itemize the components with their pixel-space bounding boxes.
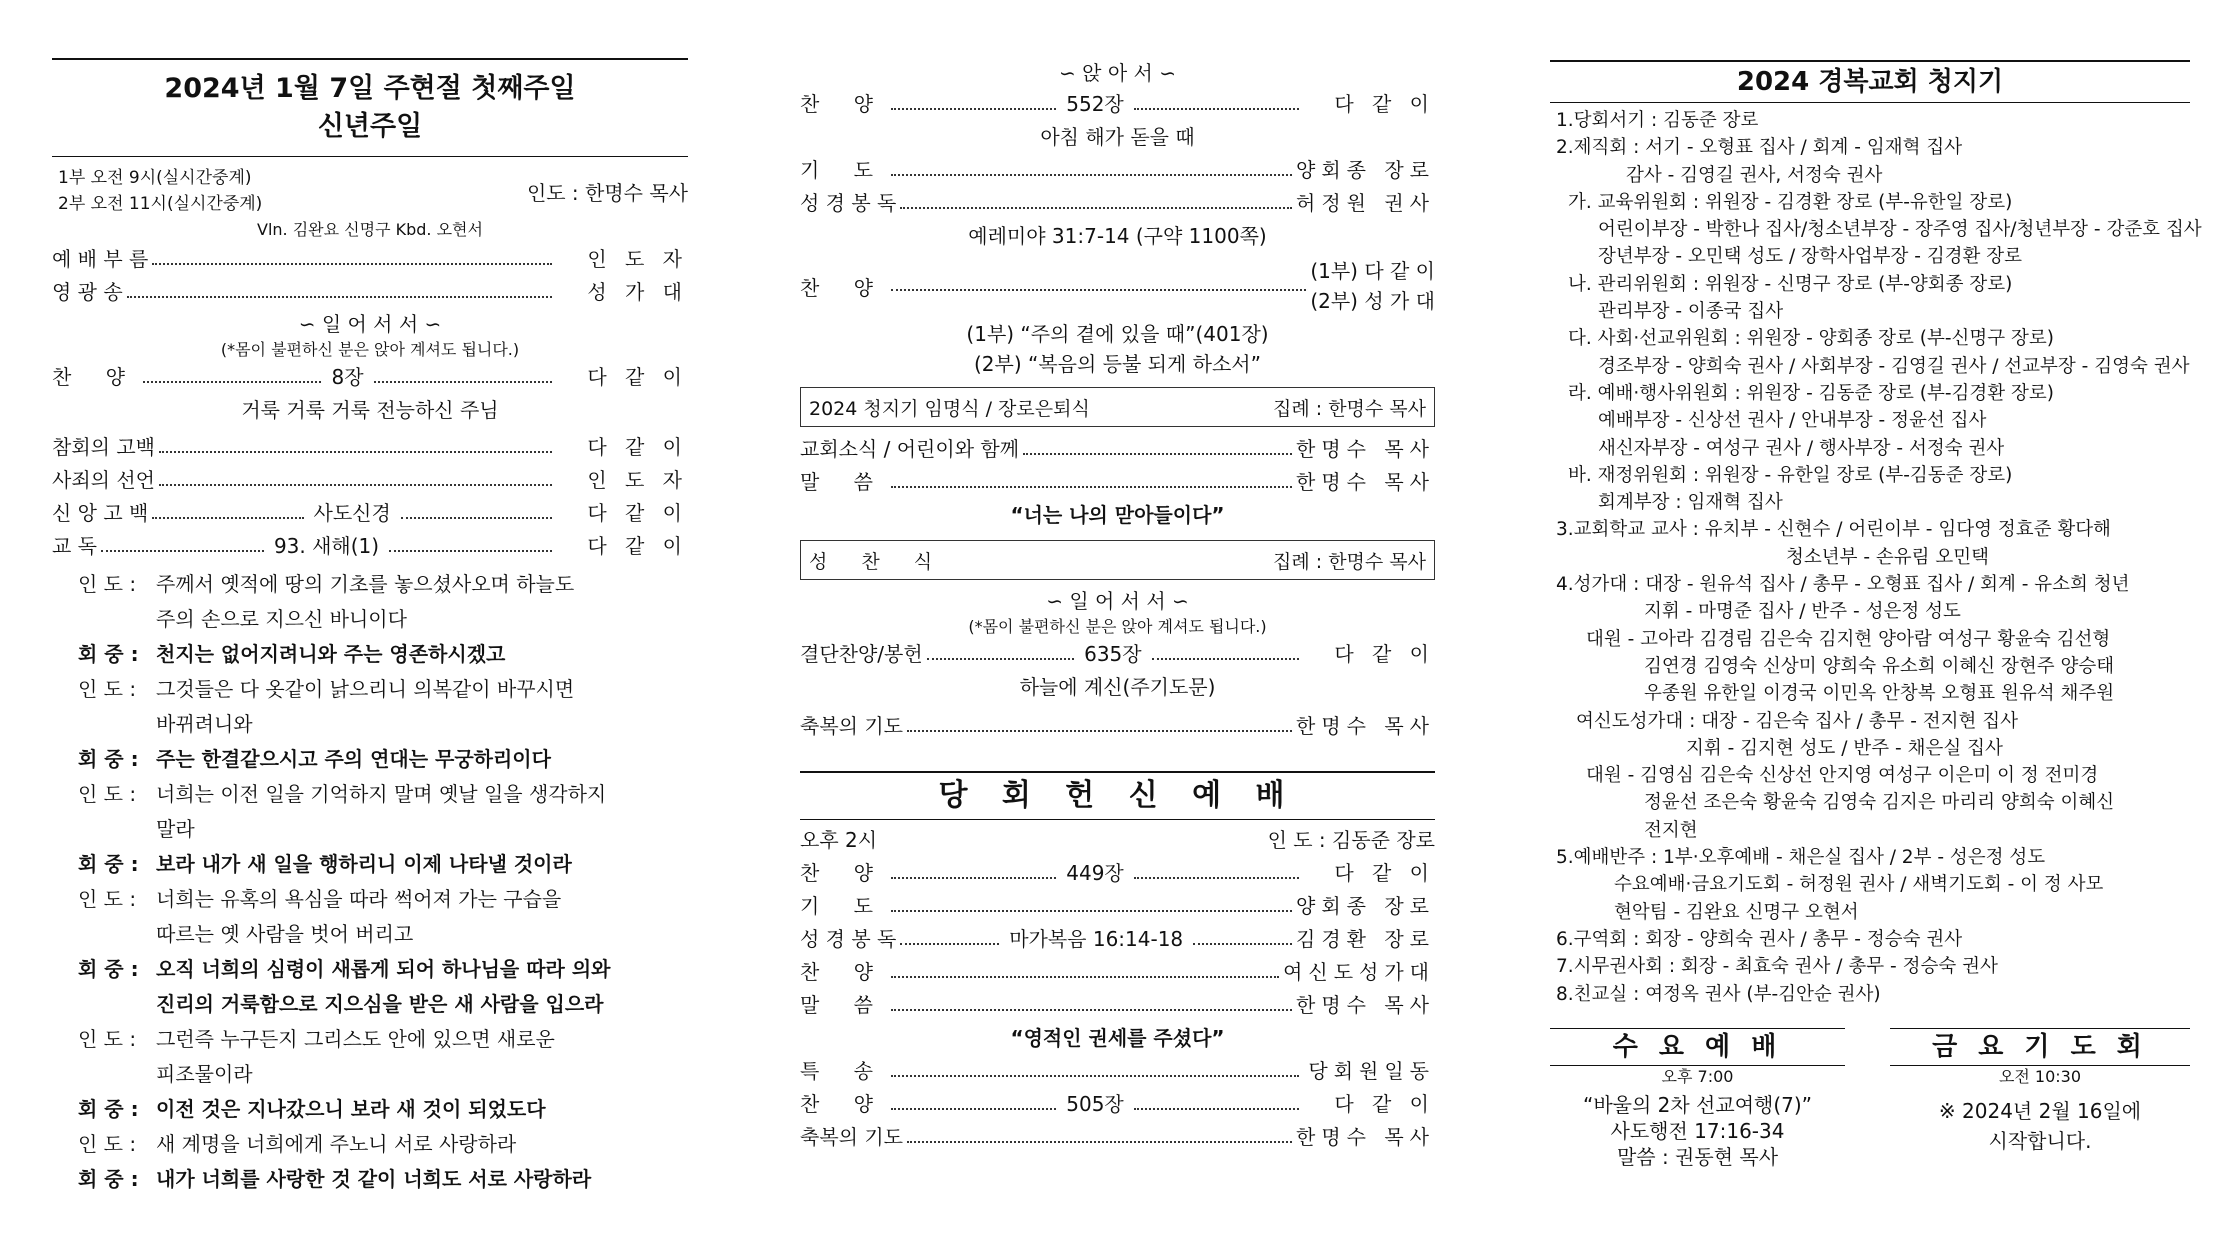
reader-label: 인 도 : — [78, 1132, 137, 1156]
stand-up-note: (*몸이 불편하신 분은 앉아 계셔도 됩니다.) — [220, 340, 520, 359]
evening-leader: 인 도 : 김동준 장로 — [1267, 828, 1435, 852]
item-label: 찬 양 — [800, 92, 887, 116]
steward-line: 김연경 김영숙 신상미 양희숙 유소희 이혜신 장현주 양승태 — [1644, 655, 2115, 677]
friday-prayer-box — [1890, 1028, 2190, 1156]
hymn2-title-1: (1부) “주의 곁에 있을 때”(401장) — [966, 321, 1269, 346]
evening-item-row — [800, 956, 1435, 989]
reader-label: 회 중 : — [78, 852, 139, 876]
reading-text: 내가 너희를 사랑한 것 같이 너희도 서로 사랑하라 — [156, 1167, 592, 1191]
reader-label: 회 중 : — [78, 642, 139, 666]
item-label: 참회의 고백 — [52, 435, 155, 459]
responsive-reading-line — [52, 1092, 688, 1127]
responsive-reading-line — [52, 602, 688, 637]
hymn2-row — [800, 253, 1435, 319]
steward-line: 라. 예배·행사위원회 : 위원장 - 김동준 장로 (부-김경환 장로) — [1568, 382, 2054, 404]
reading-text: 바뀌려니와 — [156, 712, 253, 736]
reader-label — [52, 987, 148, 1022]
item-role: 성 가 대 — [587, 280, 688, 304]
order-item-row — [52, 431, 688, 464]
offering-title: 하늘에 계신(주기도문) — [1019, 675, 1216, 699]
reading-text: 새 계명을 너희에게 주노니 서로 사랑하라 — [156, 1132, 517, 1156]
item-role: 한명수 목사 — [1296, 714, 1435, 738]
evening-time: 오후 2시 — [800, 828, 878, 852]
hymn1-row — [800, 88, 1435, 121]
item-label: 찬 양 — [800, 960, 887, 984]
responsive-reading-line — [52, 952, 688, 987]
responsive-reading-line — [52, 1022, 688, 1057]
installation-officiant: 집례 : 한명수 목사 — [1273, 397, 1426, 420]
reading-text: 너희는 유혹의 욕심을 따라 썩어져 가는 구습을 — [156, 887, 562, 911]
reading-text: 보라 내가 새 일을 행하리니 이제 나타낼 것이라 — [156, 852, 572, 876]
steward-line: 5.예배반주 : 1부·오후예배 - 채은실 집사 / 2부 - 성은정 성도 — [1556, 847, 2046, 869]
steward-line: 8.친교실 : 여정옥 권사 (부-김안순 권사) — [1556, 983, 1881, 1005]
reading-text: 그런즉 누구든지 그리스도 안에 있으면 새로운 — [156, 1027, 555, 1051]
stand-up-heading: ∽ 일 어 서 서 ∽ — [298, 311, 442, 336]
reading-text: 이전 것은 지나갔으니 보라 새 것이 되었도다 — [156, 1097, 546, 1121]
steward-line: 새신자부장 - 여성구 권사 / 행사부장 - 서정숙 권사 — [1598, 437, 2005, 459]
hymn-row — [52, 361, 688, 394]
evening-item-row — [800, 1121, 1435, 1154]
steward-line: 수요예배·금요기도회 - 허정원 권사 / 새벽기도회 - 이 정 사모 — [1614, 874, 2104, 896]
steward-line: 감사 - 김영길 권사, 서정숙 권사 — [1626, 164, 1883, 186]
responsive-reading-line — [52, 567, 688, 602]
reading-text: 주의 손으로 지으신 바니이다 — [156, 607, 407, 631]
item-label: 결단찬양/봉헌 — [800, 642, 923, 666]
bulletin-title: 2024년 1월 7일 주현절 첫째주일 — [164, 73, 576, 104]
reader-label — [52, 1057, 148, 1092]
musicians: Vln. 김완요 신명구 Kbd. 오현서 — [257, 220, 483, 239]
scripture-reading-row — [800, 187, 1435, 220]
reader-label — [52, 917, 148, 952]
steward-line: 3.교회학교 교사 : 유치부 - 신현수 / 어린이부 - 임다영 정효준 황다해 — [1556, 519, 2111, 541]
reading-text: 오직 너희의 심령이 새롭게 되어 하나님을 따라 의와 — [156, 957, 611, 981]
item-label: 예 배 부 름 — [52, 247, 149, 271]
sermon-row — [800, 466, 1435, 499]
friday-notice-2: 시작합니다. — [1988, 1129, 2092, 1153]
steward-line: 우종원 유한일 이경국 이민옥 안창복 오형표 원유석 채주원 — [1644, 683, 2115, 705]
steward-line: 장년부장 - 오민택 성도 / 장학사업부장 - 김경환 장로 — [1598, 246, 2023, 268]
responsive-reading-line — [52, 987, 688, 1022]
stand-up-note-2: (*몸이 불편하신 분은 앉아 계셔도 됩니다.) — [968, 617, 1267, 636]
hymn-label: 찬 양 — [52, 365, 139, 389]
item-label: 교 독 — [52, 534, 97, 558]
responsive-reading-line — [52, 707, 688, 742]
item-role: 양회종 장로 — [1296, 894, 1435, 918]
steward-line: 관리부장 - 이종국 집사 — [1598, 301, 1784, 323]
friday-time: 오전 10:30 — [1998, 1067, 2082, 1086]
item-role: 김경환 장로 — [1296, 927, 1435, 951]
steward-line: 4.성가대 : 대장 - 원유석 집사 / 총무 - 오형표 집사 / 회계 - 유소희 청년 — [1556, 574, 2130, 596]
item-label: 축복의 기도 — [800, 714, 903, 738]
item-detail: 마가복음 16:14-18 — [1003, 923, 1189, 956]
evening-service-title: 당 회 헌 신 예 배 — [938, 778, 1297, 813]
communion-officiant: 집례 : 한명수 목사 — [1273, 550, 1426, 573]
item-label: 신 앙 고 백 — [52, 501, 149, 525]
steward-line: 1.당회서기 : 김동준 장로 — [1556, 110, 1759, 131]
benediction-row — [800, 710, 1435, 743]
item-role: 한명수 목사 — [1296, 437, 1435, 461]
item-label: 영 광 송 — [52, 280, 123, 304]
reader-label: 인 도 : — [78, 887, 137, 911]
reader-label: 회 중 : — [78, 747, 139, 771]
hymn-number: 8장 — [325, 361, 369, 394]
item-label: 기 도 — [800, 894, 887, 918]
steward-line: 다. 사회·선교위원회 : 위원장 - 양회종 장로 (부-신명구 장로) — [1568, 328, 2054, 350]
steward-line: 바. 재정위원회 : 위원장 - 유한일 장로 (부-김동준 장로) — [1568, 464, 2013, 486]
reading-text: 주께서 옛적에 땅의 기초를 놓으셨사오며 하늘도 — [156, 572, 575, 596]
hymn1-title: 아침 해가 돋을 때 — [1040, 125, 1195, 149]
steward-line: 정윤선 조은숙 황윤숙 김영숙 김지은 마리리 양희숙 이혜신 — [1644, 792, 2115, 814]
item-role: 다 같 이 — [1334, 642, 1435, 666]
church-news-row — [800, 433, 1435, 466]
item-role: 한명수 목사 — [1296, 470, 1435, 494]
reading-text: 말라 — [156, 817, 195, 841]
reading-text: 주는 한결같으시고 주의 연대는 무궁하리이다 — [156, 747, 551, 771]
responsive-reading-line — [52, 847, 688, 882]
reading-text: 피조물이라 — [156, 1062, 253, 1086]
hymn2-role-2: (2부) 성 가 대 — [1310, 289, 1435, 313]
item-role: 다 같 이 — [587, 534, 688, 558]
item-role: 허정원 권사 — [1296, 191, 1435, 215]
evening-item-row — [800, 1088, 1435, 1121]
wednesday-service-box — [1550, 1028, 1845, 1170]
order-item-row — [52, 530, 688, 563]
order-item-row — [52, 464, 688, 497]
sermon-title: “너는 나의 맏아들이다” — [1010, 503, 1225, 527]
item-detail: 449장 — [1060, 857, 1130, 890]
evening-item-row — [800, 1055, 1435, 1088]
friday-notice-1: ※ 2024년 2월 16일에 — [1938, 1099, 2142, 1123]
reading-text: 진리의 거룩함으로 지으심을 받은 새 사람을 입으라 — [156, 992, 604, 1016]
evening-sermon-title: “영적인 권세를 주셨다” — [1010, 1026, 1225, 1050]
item-role: 다 같 이 — [1334, 861, 1435, 885]
responsive-reading-line — [52, 742, 688, 777]
item-label: 찬 양 — [800, 1092, 887, 1116]
bulletin-subtitle: 신년주일 — [317, 111, 423, 142]
steward-line: 지휘 - 김지현 성도 / 반주 - 채은실 집사 — [1686, 737, 2003, 759]
item-detail: 사도신경 — [308, 497, 397, 530]
reader-label: 인 도 : — [78, 1027, 137, 1051]
worship-continued-column — [800, 0, 1435, 1154]
sit-down-heading: ∽ 앉 아 서 ∽ — [1059, 60, 1176, 85]
evening-item-row — [800, 923, 1435, 956]
reader-label — [52, 707, 148, 742]
stewards-column — [1550, 0, 2202, 1169]
order-item-row — [52, 243, 688, 276]
service-time-1: 1부 오전 9시(실시간중계) — [58, 168, 252, 188]
hymn-title: 거룩 거룩 거룩 전능하신 주님 — [241, 398, 499, 422]
wednesday-sermon: “바울의 2차 선교여행(7)” — [1582, 1093, 1813, 1117]
evening-item-row — [800, 890, 1435, 923]
item-role: 다 같 이 — [1334, 1092, 1435, 1116]
reader-label: 회 중 : — [78, 1167, 139, 1191]
item-role: 여신도성가대 — [1283, 960, 1435, 984]
reader-label: 인 도 : — [78, 677, 137, 701]
reader-label: 회 중 : — [78, 957, 139, 981]
order-item-row — [52, 497, 688, 530]
stewards-title: 2024 경복교회 청지기 — [1736, 67, 2004, 97]
reader-label — [52, 602, 148, 637]
reading-text: 너희는 이전 일을 기억하지 말며 옛날 일을 생각하지 — [156, 782, 607, 806]
steward-line: 7.시무권사회 : 회장 - 최효숙 권사 / 총무 - 정승숙 권사 — [1556, 956, 1998, 978]
installation-box — [800, 387, 1435, 427]
item-role: 인 도 자 — [587, 247, 688, 271]
installation-label: 2024 청지기 임명식 / 장로은퇴식 — [809, 397, 1090, 420]
reader-label — [52, 812, 148, 847]
responsive-reading-line — [52, 1162, 688, 1197]
steward-line: 대원 - 고아라 김경림 김은숙 김지현 양아람 여성구 황윤숙 김선형 — [1586, 628, 2111, 650]
responsive-reading-line — [52, 1057, 688, 1092]
responsive-reading-line — [52, 672, 688, 707]
item-label: 말 씀 — [800, 993, 887, 1017]
reader-label: 회 중 : — [78, 1097, 139, 1121]
friday-title: 금 요 기 도 회 — [1932, 1032, 2148, 1062]
item-label: 기 도 — [800, 158, 887, 182]
item-detail: 635장 — [1078, 638, 1148, 671]
steward-line: 예배부장 - 신상선 권사 / 안내부장 - 정윤선 집사 — [1598, 410, 1987, 432]
steward-line: 가. 교육위원회 : 위원장 - 김경환 장로 (부-유한일 장로) — [1568, 191, 2013, 213]
order-item-row — [52, 276, 688, 309]
steward-line: 전지현 — [1644, 819, 1698, 841]
steward-line: 나. 관리위원회 : 위원장 - 신명구 장로 (부-양회종 장로) — [1568, 273, 2013, 295]
steward-line: 어린이부장 - 박한나 집사/청소년부장 - 장주영 집사/청년부장 - 강준호 집사 — [1598, 219, 2202, 241]
item-role: 당회원일동 — [1308, 1059, 1435, 1083]
item-role: 다 같 이 — [1334, 92, 1435, 116]
steward-line: 회계부장 : 임재혁 집사 — [1598, 492, 1783, 514]
stand-up-heading-2: ∽ 일 어 서 서 ∽ — [1046, 588, 1189, 613]
scripture-reference: 예레미야 31:7-14 (구약 1100쪽) — [968, 224, 1267, 248]
steward-line: 경조부장 - 양희숙 권사 / 사회부장 - 김영길 권사 / 선교부장 - 김영숙 권사 — [1598, 355, 2190, 377]
steward-line: 현악팀 - 김완요 신명구 오현서 — [1614, 901, 1859, 923]
order-of-worship-column — [52, 0, 688, 1197]
item-label: 교회소식 / 어린이와 함께 — [800, 437, 1020, 461]
item-role: 인 도 자 — [587, 468, 688, 492]
reading-text: 따르는 옛 사람을 벗어 버리고 — [156, 922, 414, 946]
hymn2-title-2: (2부) “복음의 등불 되게 하소서” — [973, 351, 1261, 376]
evening-item-row — [800, 989, 1435, 1022]
item-detail: 505장 — [1060, 1088, 1130, 1121]
item-label: 축복의 기도 — [800, 1125, 903, 1149]
item-label: 성 경 봉 독 — [800, 191, 897, 215]
responsive-reading-line — [52, 1127, 688, 1162]
evening-item-row — [800, 857, 1435, 890]
item-detail: 93. 새해(1) — [268, 530, 385, 563]
item-label: 특 송 — [800, 1059, 887, 1083]
item-role: 다 같 이 — [587, 435, 688, 459]
item-role: 한명수 목사 — [1296, 993, 1435, 1017]
responsive-reading-line — [52, 812, 688, 847]
reader-label: 인 도 : — [78, 572, 137, 596]
hymn2-label: 찬 양 — [800, 275, 887, 300]
steward-line: 여신도성가대 : 대장 - 김은숙 집사 / 총무 - 전지현 집사 — [1576, 710, 2019, 732]
item-label: 찬 양 — [800, 861, 887, 885]
steward-line: 지휘 - 마명준 집사 / 반주 - 성은정 성도 — [1644, 601, 1961, 623]
responsive-reading-line — [52, 882, 688, 917]
communion-label: 성 찬 식 — [809, 550, 947, 573]
responsive-reading-line — [52, 637, 688, 672]
responsive-reading-line — [52, 917, 688, 952]
hymn2-role-1: (1부) 다 같 이 — [1310, 259, 1435, 283]
steward-line: 청소년부 - 손유림 오민택 — [1786, 546, 1990, 568]
wednesday-scripture: 사도행전 17:16-34 — [1610, 1119, 1785, 1143]
reader-label: 인 도 : — [78, 782, 137, 806]
worship-leader: 인도 : 한명수 목사 — [526, 180, 688, 205]
item-label: 성 경 봉 독 — [800, 927, 897, 951]
wednesday-title: 수 요 예 배 — [1612, 1032, 1783, 1062]
service-time-2: 2부 오전 11시(실시간중계) — [58, 194, 263, 214]
hymn-role: 다 같 이 — [587, 365, 688, 389]
communion-box — [800, 540, 1435, 580]
prayer-row — [800, 154, 1435, 187]
steward-line: 6.구역회 : 회장 - 양희숙 권사 / 총무 - 정승숙 권사 — [1556, 928, 1963, 950]
item-label: 사죄의 선언 — [52, 468, 155, 492]
steward-line: 대원 - 김영심 김은숙 신상선 안지영 여성구 이은미 이 정 전미경 — [1586, 765, 2099, 787]
reading-text: 천지는 없어지려니와 주는 영존하시겠고 — [156, 642, 506, 666]
item-detail: 552장 — [1060, 88, 1130, 121]
steward-line: 2.제직회 : 서기 - 오형표 집사 / 회계 - 임재혁 집사 — [1556, 137, 1963, 159]
wednesday-time: 오후 7:00 — [1661, 1067, 1734, 1086]
responsive-reading-line — [52, 777, 688, 812]
wednesday-preacher: 말씀 : 권동현 목사 — [1616, 1145, 1779, 1169]
reading-text: 그것들은 다 옷같이 낡으리니 의복같이 바꾸시면 — [156, 677, 575, 701]
item-role: 양회종 장로 — [1296, 158, 1435, 182]
item-role: 한명수 목사 — [1296, 1125, 1435, 1149]
item-role: 다 같 이 — [587, 501, 688, 525]
item-label: 말 씀 — [800, 470, 887, 494]
offering-row — [800, 638, 1435, 671]
